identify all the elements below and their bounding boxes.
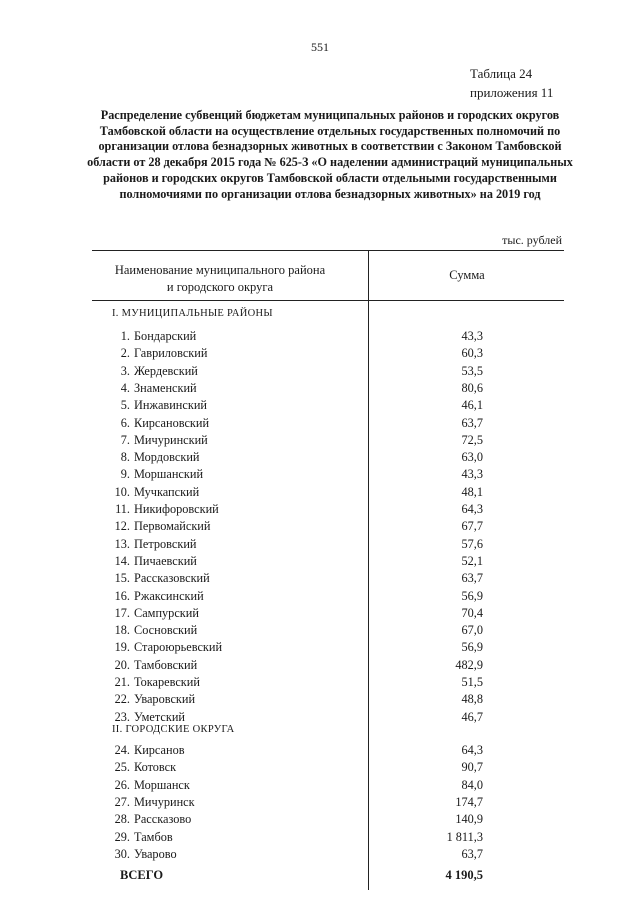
row-value: 140,9 xyxy=(455,812,483,827)
row-name: Мичуринский xyxy=(134,432,208,447)
row-value: 63,7 xyxy=(461,415,483,430)
row-value: 70,4 xyxy=(461,605,483,620)
table-row xyxy=(0,606,640,623)
table-row xyxy=(0,398,640,415)
row-number: 13. xyxy=(114,536,130,551)
row-number: 8. xyxy=(120,450,130,465)
table-row xyxy=(0,640,640,657)
row-number: 14. xyxy=(114,553,130,568)
row-value: 46,1 xyxy=(461,398,483,413)
table-row xyxy=(0,778,640,795)
row-number: 9. xyxy=(120,467,130,482)
row-name: Котовск xyxy=(134,760,177,775)
header-bottom-rule xyxy=(92,300,564,301)
table-row xyxy=(0,537,640,554)
row-value: 1 811,3 xyxy=(446,829,483,844)
row-value: 174,7 xyxy=(455,794,483,809)
table-row xyxy=(0,658,640,675)
row-value: 63,7 xyxy=(461,846,483,861)
row-value: 43,3 xyxy=(461,329,483,343)
section-title-city-districts: II. ГОРОДСКИЕ ОКРУГА xyxy=(112,724,235,735)
table-row xyxy=(0,416,640,433)
row-name: Первомайский xyxy=(134,519,211,534)
row-name: Инжавинский xyxy=(134,398,207,413)
total-label: ВСЕГО xyxy=(120,868,164,882)
row-name: Сампурский xyxy=(134,605,199,620)
row-number: 10. xyxy=(114,484,130,499)
table-row xyxy=(0,675,640,692)
table-label: Таблица 24 xyxy=(470,66,533,81)
table-row xyxy=(0,364,640,381)
row-number: 30. xyxy=(114,846,130,861)
row-number: 19. xyxy=(114,640,130,655)
row-number: 21. xyxy=(114,675,130,689)
row-number: 16. xyxy=(114,588,130,603)
row-number: 2. xyxy=(120,346,130,361)
section-title-districts: I. МУНИЦИПАЛЬНЫЕ РАЙОНЫ xyxy=(112,308,273,319)
row-name: Уварово xyxy=(134,846,177,861)
total-value: 4 190,5 xyxy=(445,868,483,882)
row-number: 27. xyxy=(114,794,130,809)
table-row xyxy=(0,519,640,536)
row-number: 12. xyxy=(114,519,130,534)
units-label: тыс. рублей xyxy=(502,233,562,247)
row-value: 51,5 xyxy=(461,675,483,689)
header-name-line2: и городского округа xyxy=(166,280,274,294)
table-row xyxy=(0,830,640,847)
row-number: 1. xyxy=(120,329,130,343)
row-name: Тамбов xyxy=(134,829,173,844)
header-sum-column: Сумма xyxy=(449,268,485,282)
row-number: 7. xyxy=(120,432,130,447)
row-value: 482,9 xyxy=(455,657,483,672)
table-row xyxy=(0,743,640,760)
row-name: Сосновский xyxy=(134,623,198,638)
row-value: 63,0 xyxy=(461,450,483,465)
table-row xyxy=(0,623,640,640)
row-value: 63,7 xyxy=(461,571,483,586)
row-value: 57,6 xyxy=(461,536,483,551)
row-name: Петровский xyxy=(134,536,197,551)
row-value: 48,8 xyxy=(461,692,483,707)
row-value: 84,0 xyxy=(461,777,483,792)
row-name: Уваровский xyxy=(134,692,196,707)
row-value: 56,9 xyxy=(461,640,483,655)
table-row xyxy=(0,502,640,519)
table-row xyxy=(0,433,640,450)
row-number: 28. xyxy=(114,812,130,827)
row-name: Моршанск xyxy=(134,777,190,792)
row-name: Кирсанов xyxy=(134,743,185,757)
row-value: 46,7 xyxy=(461,709,483,724)
row-value: 53,5 xyxy=(461,363,483,378)
table-row xyxy=(0,346,640,363)
table-reference xyxy=(470,64,553,102)
row-number: 3. xyxy=(120,363,130,378)
page-number: 551 xyxy=(311,40,329,54)
row-name: Никифоровский xyxy=(134,502,219,516)
row-value: 90,7 xyxy=(461,760,483,775)
table-row xyxy=(0,467,640,484)
row-name: Бондарский xyxy=(134,329,197,343)
table-row xyxy=(0,760,640,777)
row-name: Мучкапский xyxy=(134,484,200,499)
table-row xyxy=(0,329,640,346)
table-row xyxy=(0,710,640,727)
table-row xyxy=(0,450,640,467)
row-name: Рассказовский xyxy=(134,571,210,586)
row-name: Кирсановский xyxy=(134,415,210,430)
row-name: Мордовский xyxy=(134,450,200,465)
row-number: 22. xyxy=(114,692,130,707)
row-name: Ржаксинский xyxy=(134,588,204,603)
row-value: 67,0 xyxy=(461,623,483,638)
row-value: 80,6 xyxy=(461,380,483,395)
row-number: 23. xyxy=(114,709,130,724)
table-row xyxy=(0,795,640,812)
row-name: Гавриловский xyxy=(134,346,208,361)
row-value: 56,9 xyxy=(461,588,483,603)
table-row xyxy=(0,812,640,829)
row-number: 5. xyxy=(120,398,130,413)
row-number: 11. xyxy=(115,502,130,516)
row-name: Жердевский xyxy=(134,363,198,378)
appendix-label: приложения 11 xyxy=(470,85,554,100)
table-row xyxy=(0,692,640,709)
row-value: 60,3 xyxy=(461,346,483,361)
row-name: Уметский xyxy=(134,709,185,724)
row-name: Знаменский xyxy=(134,380,197,395)
row-name: Староюрьевский xyxy=(134,640,223,655)
row-name: Моршанский xyxy=(134,467,204,482)
row-number: 18. xyxy=(114,623,130,638)
row-name: Тамбовский xyxy=(134,657,198,672)
row-number: 25. xyxy=(114,760,130,775)
row-name: Пичаевский xyxy=(134,553,197,568)
row-value: 52,1 xyxy=(461,553,483,568)
table-row xyxy=(0,554,640,571)
row-value: 67,7 xyxy=(461,519,483,534)
table-row xyxy=(0,381,640,398)
row-value: 72,5 xyxy=(461,432,483,447)
document-title: Распределение субвенций бюджетам муниципальных районов и городских округов Тамбовской области на осуществление отдельных государственных полномочий по организации отлова безнадзорных животных в соответствии с Законом Тамбовской области от 28 декабря 2015 года № 625-З «О наделении администраций муниципальных районов и городских округов Тамбовской области отдельными государственными полномочиями по организации отлова безнадзорных животных» на 2019 год xyxy=(87,108,573,201)
header-name-column xyxy=(95,262,345,296)
row-number: 15. xyxy=(114,571,130,586)
row-number: 6. xyxy=(120,415,130,430)
row-number: 4. xyxy=(120,380,130,395)
table-row xyxy=(0,847,640,864)
header-name-line1: Наименование муниципального района xyxy=(114,263,326,277)
row-value: 64,3 xyxy=(461,502,483,516)
row-number: 24. xyxy=(114,743,130,757)
row-number: 29. xyxy=(114,829,130,844)
table-row xyxy=(0,589,640,606)
row-number: 17. xyxy=(114,605,130,620)
row-value: 48,1 xyxy=(461,484,483,499)
row-value: 64,3 xyxy=(461,743,483,757)
table-row xyxy=(0,485,640,502)
row-number: 26. xyxy=(114,777,130,792)
row-name: Мичуринск xyxy=(134,794,195,809)
table-row xyxy=(0,571,640,588)
row-number: 20. xyxy=(114,657,130,672)
table-top-rule xyxy=(92,250,564,251)
row-name: Токаревский xyxy=(134,675,200,689)
row-name: Рассказово xyxy=(134,812,192,827)
row-value: 43,3 xyxy=(461,467,483,482)
